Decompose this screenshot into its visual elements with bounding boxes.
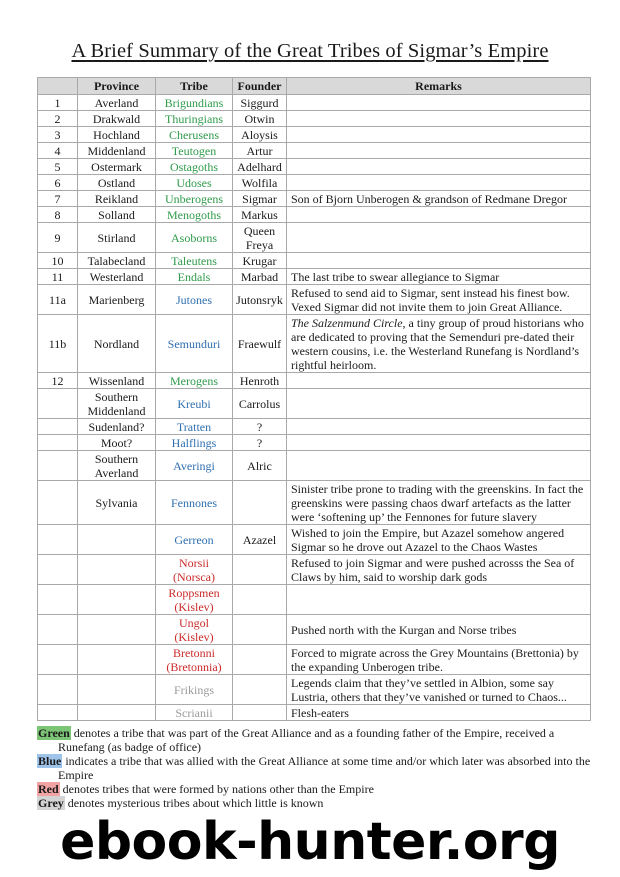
row-tribe: Endals [156, 269, 233, 285]
row-remarks [287, 315, 591, 373]
row-remarks [287, 207, 591, 223]
row-founder: Queen Freya [233, 223, 287, 253]
legend-item-green [37, 726, 597, 754]
row-tribe: Taleutens [156, 253, 233, 269]
remarks-italic-title: The Salzenmund Circle [291, 315, 403, 330]
row-number: 3 [38, 127, 78, 143]
row-founder: ? [233, 419, 287, 435]
table-header-row [38, 78, 591, 95]
row-remarks [287, 451, 591, 481]
table-row [38, 285, 591, 315]
table-row [38, 175, 591, 191]
row-number: 8 [38, 207, 78, 223]
row-tribe: Semunduri [156, 315, 233, 373]
header-founder: Founder [233, 78, 287, 95]
row-province: Solland [78, 207, 156, 223]
row-remarks [287, 175, 591, 191]
row-remarks [287, 223, 591, 253]
row-remarks [287, 159, 591, 175]
row-province: Talabecland [78, 253, 156, 269]
row-tribe: Gerreon [156, 525, 233, 555]
row-founder: ? [233, 435, 287, 451]
row-tribe: Merogens [156, 373, 233, 389]
row-province: Nordland [78, 315, 156, 373]
row-tribe: Ostagoths [156, 159, 233, 175]
row-tribe: Teutogen [156, 143, 233, 159]
header-province: Province [78, 78, 156, 95]
row-province: Wissenland [78, 373, 156, 389]
row-remarks: The last tribe to swear allegiance to Sigmar [287, 269, 591, 285]
row-number [38, 389, 78, 419]
table-row [38, 435, 591, 451]
row-remarks [287, 435, 591, 451]
table-row [38, 481, 591, 525]
row-province: Sudenland? [78, 419, 156, 435]
table-row [38, 315, 591, 373]
row-tribe: Udoses [156, 175, 233, 191]
tribes-table [37, 77, 591, 721]
row-founder: Siggurd [233, 95, 287, 111]
row-number [38, 525, 78, 555]
row-number [38, 675, 78, 705]
row-number [38, 419, 78, 435]
row-province: Ostland [78, 175, 156, 191]
legend-text: denotes mysterious tribes about which little is known [64, 796, 324, 810]
row-number: 12 [38, 373, 78, 389]
row-founder: Azazel [233, 525, 287, 555]
row-remarks [287, 111, 591, 127]
row-province [78, 705, 156, 721]
row-remarks [287, 373, 591, 389]
row-founder [233, 615, 287, 645]
remarks-text: , a tiny group of proud historians who are dedicated to proving that the Semenduri pre-dated their western cousins, i.e. the Westerland Runefang is Nordland’s rightful heirloom. [291, 315, 584, 372]
row-province [78, 645, 156, 675]
row-number [38, 645, 78, 675]
table-row [38, 95, 591, 111]
row-number [38, 585, 78, 615]
row-remarks [287, 419, 591, 435]
row-number: 2 [38, 111, 78, 127]
row-province: Stirland [78, 223, 156, 253]
row-number [38, 435, 78, 451]
row-province [78, 585, 156, 615]
table-row [38, 389, 591, 419]
row-tribe: Asoborns [156, 223, 233, 253]
row-founder: Fraewulf [233, 315, 287, 373]
row-remarks [287, 127, 591, 143]
table-row [38, 269, 591, 285]
row-province [78, 525, 156, 555]
row-founder: Marbad [233, 269, 287, 285]
row-province: Moot? [78, 435, 156, 451]
row-remarks: Forced to migrate across the Grey Mountains (Brettonia) by the expanding Unberogen tribe. [287, 645, 591, 675]
table-row [38, 555, 591, 585]
page-title: A Brief Summary of the Great Tribes of Sigmar’s Empire [71, 40, 549, 62]
row-tribe: Unberogens [156, 191, 233, 207]
row-tribe: Ungol (Kislev) [156, 615, 233, 645]
row-founder: Markus [233, 207, 287, 223]
row-founder [233, 481, 287, 525]
row-tribe: Scrianii [156, 705, 233, 721]
row-number [38, 615, 78, 645]
row-number: 9 [38, 223, 78, 253]
table-body [38, 95, 591, 721]
row-province [78, 615, 156, 645]
row-tribe: Jutones [156, 285, 233, 315]
row-founder [233, 645, 287, 675]
row-remarks [287, 253, 591, 269]
row-remarks: Sinister tribe prone to trading with the greenskins. In fact the greenskins were passing chaos dwarf artefacts as the latter were ‘softening up’ the Fennones for future slavery [287, 481, 591, 525]
row-remarks: Son of Bjorn Unberogen & grandson of Redmane Dregor [287, 191, 591, 207]
row-number: 7 [38, 191, 78, 207]
table-row [38, 675, 591, 705]
row-tribe: Roppsmen (Kislev) [156, 585, 233, 615]
row-number: 4 [38, 143, 78, 159]
row-province: Southern Middenland [78, 389, 156, 419]
legend-key-blue: Blue [38, 754, 62, 768]
row-province: Averland [78, 95, 156, 111]
table-row [38, 645, 591, 675]
row-province: Marienberg [78, 285, 156, 315]
row-number [38, 705, 78, 721]
row-remarks [287, 95, 591, 111]
row-number: 1 [38, 95, 78, 111]
table-row [38, 159, 591, 175]
row-founder [233, 675, 287, 705]
table-row [38, 143, 591, 159]
row-tribe: Norsii (Norsca) [156, 555, 233, 585]
row-founder [233, 705, 287, 721]
row-founder: Sigmar [233, 191, 287, 207]
row-tribe: Tratten [156, 419, 233, 435]
table-row [38, 111, 591, 127]
row-remarks: Legends claim that they’ve settled in Albion, some say Lustria, others that they’ve vanished or turned to Chaos... [287, 675, 591, 705]
row-remarks: Refused to send aid to Sigmar, sent instead his finest bow. Vexed Sigmar did not invite them to join Great Alliance. [287, 285, 591, 315]
row-province: Middenland [78, 143, 156, 159]
row-tribe: Frikings [156, 675, 233, 705]
table-row [38, 585, 591, 615]
row-founder: Otwin [233, 111, 287, 127]
row-tribe: Brigundians [156, 95, 233, 111]
header-number [38, 78, 78, 95]
row-number: 5 [38, 159, 78, 175]
row-number: 11b [38, 315, 78, 373]
row-province: Hochland [78, 127, 156, 143]
row-founder [233, 585, 287, 615]
row-tribe: Cherusens [156, 127, 233, 143]
watermark: ebook-hunter.org [60, 812, 560, 872]
row-tribe: Halflings [156, 435, 233, 451]
row-founder: Aloysis [233, 127, 287, 143]
table-row [38, 451, 591, 481]
row-tribe: Menogoths [156, 207, 233, 223]
legend-item-grey [37, 796, 597, 810]
row-number: 11a [38, 285, 78, 315]
row-founder [233, 555, 287, 585]
row-province [78, 675, 156, 705]
color-legend [37, 726, 597, 810]
row-province: Sylvania [78, 481, 156, 525]
row-remarks: Wished to join the Empire, but Azazel somehow angered Sigmar so he drove out Azazel to the Chaos Wastes [287, 525, 591, 555]
table-row [38, 207, 591, 223]
row-province: Ostermark [78, 159, 156, 175]
row-remarks [287, 389, 591, 419]
row-remarks: Flesh-eaters [287, 705, 591, 721]
row-number [38, 481, 78, 525]
row-number [38, 555, 78, 585]
table-row [38, 705, 591, 721]
legend-item-red [37, 782, 597, 796]
row-number: 11 [38, 269, 78, 285]
header-remarks: Remarks [287, 78, 591, 95]
legend-item-blue [37, 754, 597, 782]
row-number: 10 [38, 253, 78, 269]
row-founder: Alric [233, 451, 287, 481]
table-row [38, 127, 591, 143]
row-number [38, 451, 78, 481]
row-founder: Carrolus [233, 389, 287, 419]
table-row [38, 191, 591, 207]
row-tribe: Averingi [156, 451, 233, 481]
row-tribe: Fennones [156, 481, 233, 525]
row-remarks: Pushed north with the Kurgan and Norse tribes [287, 615, 591, 645]
row-province [78, 555, 156, 585]
table-row [38, 223, 591, 253]
legend-key-red: Red [38, 782, 59, 796]
row-number: 6 [38, 175, 78, 191]
header-tribe: Tribe [156, 78, 233, 95]
table-row [38, 419, 591, 435]
table-row [38, 615, 591, 645]
table-row [38, 525, 591, 555]
legend-text: indicates a tribe that was allied with the Great Alliance at some time and/or which later was absorbed into the Empire [58, 754, 591, 782]
row-founder: Artur [233, 143, 287, 159]
legend-key-grey: Grey [38, 796, 64, 810]
row-tribe: Kreubi [156, 389, 233, 419]
row-founder: Wolfila [233, 175, 287, 191]
row-tribe: Bretonni (Bretonnia) [156, 645, 233, 675]
row-remarks: Refused to join Sigmar and were pushed acrosss the Sea of Claws by him, said to worship dark gods [287, 555, 591, 585]
table-row [38, 253, 591, 269]
row-founder: Adelhard [233, 159, 287, 175]
row-province: Reikland [78, 191, 156, 207]
table-row [38, 373, 591, 389]
row-founder: Henroth [233, 373, 287, 389]
legend-text: denotes tribes that were formed by nations other than the Empire [59, 782, 374, 796]
row-tribe: Thuringians [156, 111, 233, 127]
legend-key-green: Green [38, 726, 70, 740]
row-province: Southern Averland [78, 451, 156, 481]
row-founder: Jutonsryk [233, 285, 287, 315]
row-remarks [287, 143, 591, 159]
row-province: Westerland [78, 269, 156, 285]
row-founder: Krugar [233, 253, 287, 269]
row-province: Drakwald [78, 111, 156, 127]
legend-text: denotes a tribe that was part of the Great Alliance and as a founding father of the Empire, received a Runefang (as badge of office) [58, 726, 555, 754]
row-remarks [287, 585, 591, 615]
